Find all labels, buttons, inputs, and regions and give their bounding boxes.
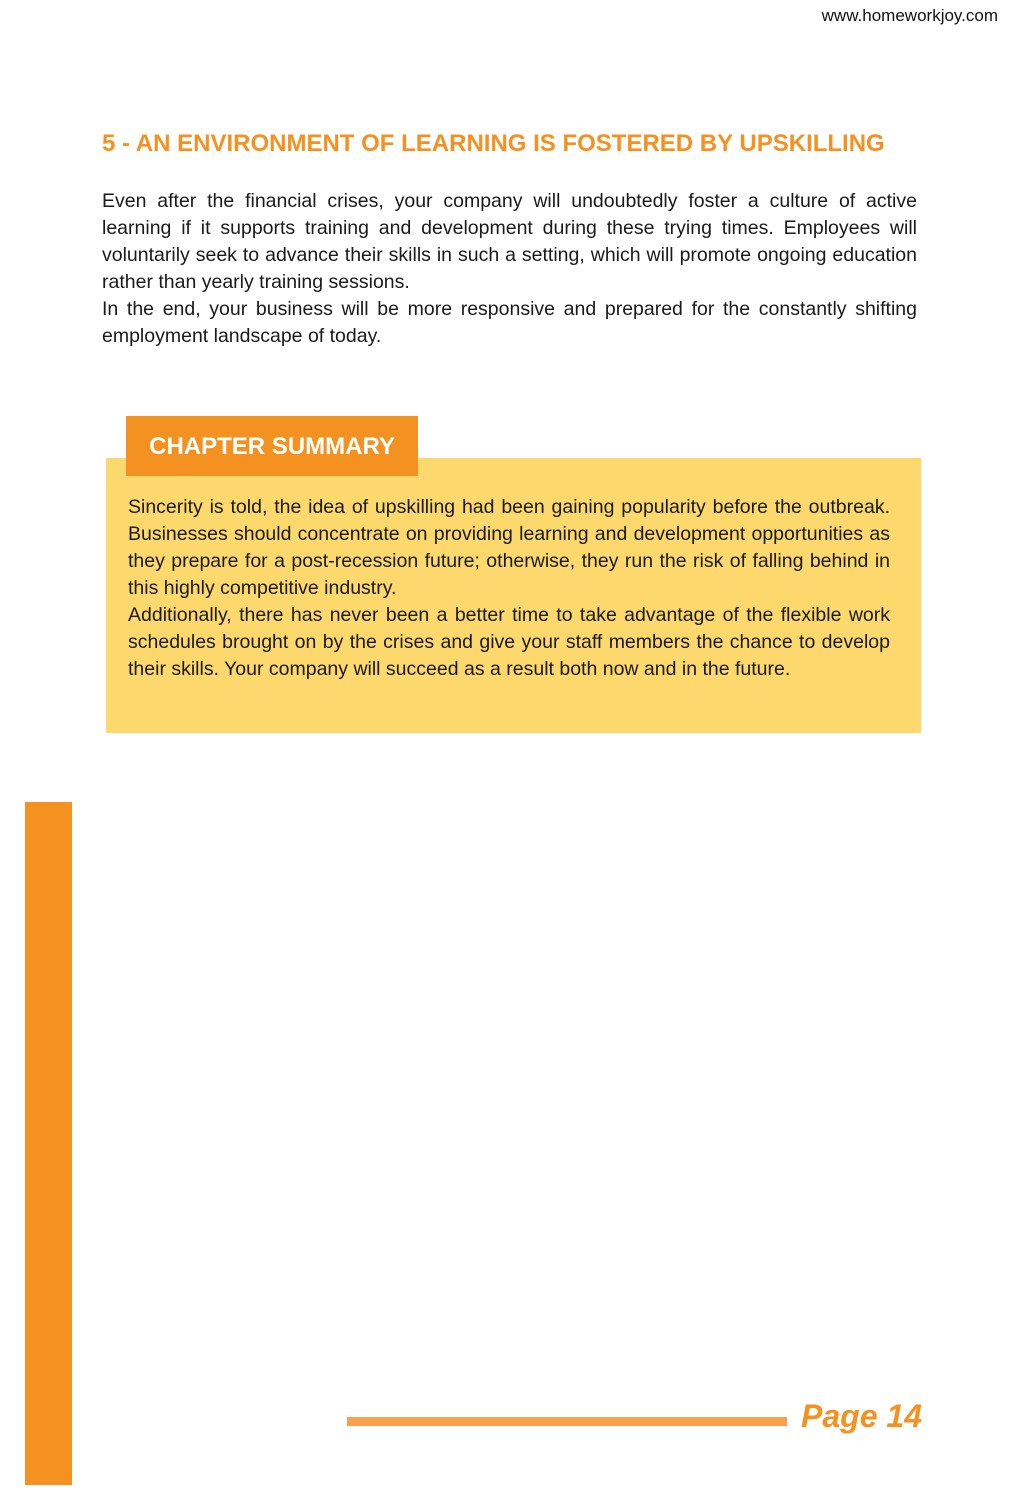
page-number: Page 14 xyxy=(801,1398,922,1434)
chapter-summary-title: CHAPTER SUMMARY xyxy=(126,416,418,476)
site-url: www.homeworkjoy.com xyxy=(821,6,998,25)
section-body xyxy=(102,188,917,350)
section-paragraph: In the end, your business will be more responsive and prepared for the constantly shifting employment landscape of today. xyxy=(102,298,917,347)
summary-paragraph: Sincerity is told, the idea of upskilling had been gaining popularity before the outbreak. Businesses should concentrate on providing learning and development opportunities as they prepare for a post-recession future; otherwise, they run the risk of falling behind in this highly competitive industry. xyxy=(128,496,890,599)
decorative-side-bar xyxy=(25,802,72,1485)
chapter-summary-body xyxy=(128,494,890,683)
footer-divider xyxy=(347,1417,787,1426)
section-title: 5 - AN ENVIRONMENT OF LEARNING IS FOSTERED BY UPSKILLING xyxy=(102,130,885,157)
section-paragraph: Even after the financial crises, your company will undoubtedly foster a culture of active learning if it supports training and development during these trying times. Employees will voluntarily seek to advance their skills in such a setting, which will promote ongoing education rather than yearly training sessions. xyxy=(102,190,917,293)
summary-paragraph: Additionally, there has never been a better time to take advantage of the flexible work schedules brought on by the crises and give your staff members the chance to develop their skills. Your company will succeed as a result both now and in the future. xyxy=(128,604,890,680)
